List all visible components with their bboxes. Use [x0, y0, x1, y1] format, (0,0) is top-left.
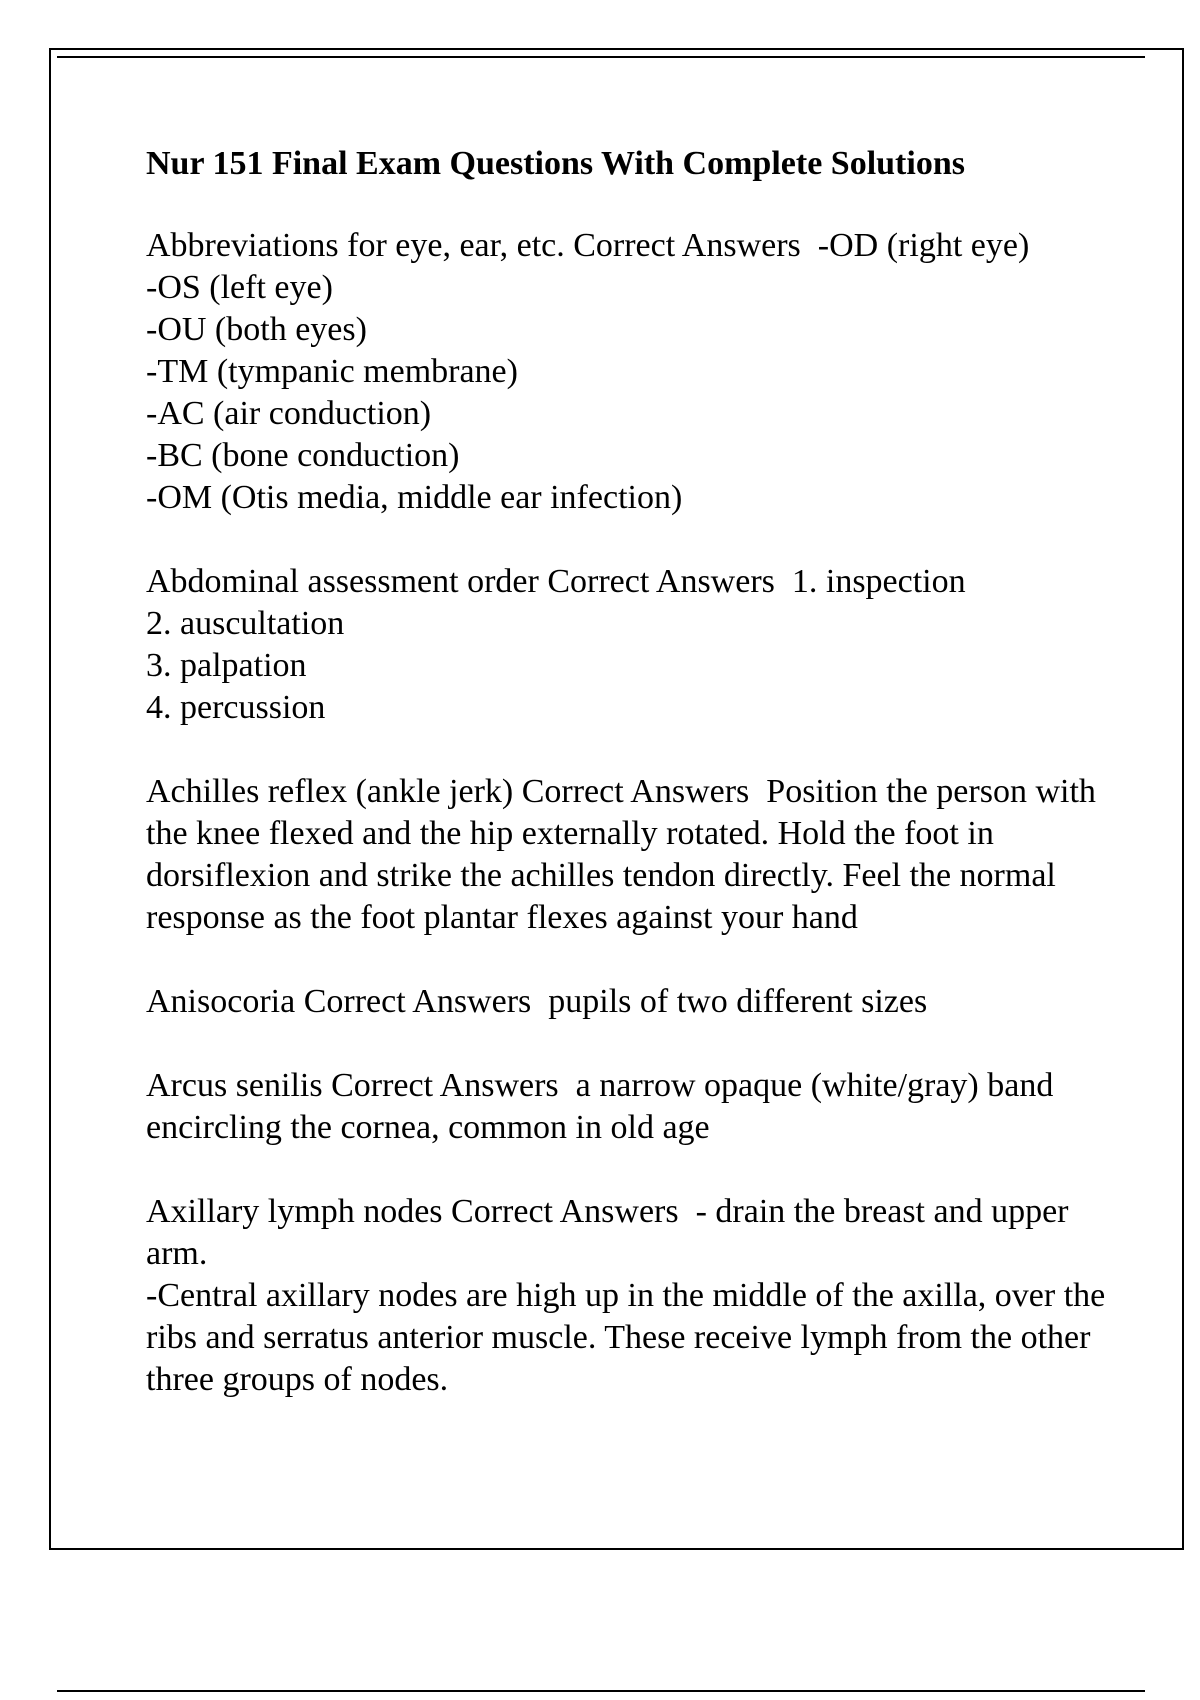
answer-line: -OM (Otis media, middle ear infection) [146, 479, 683, 516]
answer-text: pupils of two different sizes [548, 983, 928, 1020]
question-text: Axillary lymph nodes [146, 1193, 443, 1230]
answer-text: -OD (right eye) [817, 227, 1030, 264]
footer-rule [57, 1690, 1145, 1692]
answer-label: Correct Answers [547, 563, 775, 600]
answer-label: Correct Answers [331, 1067, 559, 1104]
qa-item-abdominal-assessment [146, 561, 1106, 729]
question-text: Abdominal assessment order [146, 563, 539, 600]
qa-item-arcus-senilis [146, 1065, 1106, 1149]
qa-item-achilles-reflex [146, 771, 1106, 939]
document-body [146, 143, 1106, 1443]
answer-text: 1. inspection [791, 563, 966, 600]
answer-line: -OU (both eyes) [146, 311, 367, 348]
answer-line: -OS (left eye) [146, 269, 333, 306]
answer-line: 2. auscultation [146, 605, 345, 642]
answer-line: -BC (bone conduction) [146, 437, 460, 474]
header-rule [57, 56, 1145, 58]
answer-line: -AC (air conduction) [146, 395, 432, 432]
answer-label: Correct Answers [303, 983, 532, 1020]
answer-line: 4. percussion [146, 689, 326, 726]
answer-label: Correct Answers [573, 227, 801, 264]
answer-text: a narrow opaque (white/gray) band encircling the cornea, common in old age [146, 1067, 1054, 1146]
qa-item-abbreviations [146, 225, 1106, 519]
answer-line: 3. palpation [146, 647, 307, 684]
document-title: Nur 151 Final Exam Questions With Complete Solutions [146, 145, 965, 182]
answer-line: -TM (tympanic membrane) [146, 353, 518, 390]
answer-lines [146, 603, 1106, 729]
question-text: Achilles reflex (ankle jerk) [146, 773, 514, 810]
answer-lines [146, 1275, 1106, 1401]
question-text: Arcus senilis [146, 1067, 323, 1104]
answer-text: Position the person with the knee flexed and the hip externally rotated. Hold the foot in dorsiflexion and strike the achilles tendon directly. Feel the normal response as the foot plantar flexes against your hand [146, 773, 1096, 936]
answer-text: - drain the breast and upper arm. [146, 1193, 1069, 1272]
answer-label: Correct Answers [521, 773, 750, 810]
answer-lines [146, 267, 1106, 519]
question-text: Anisocoria [146, 983, 296, 1020]
qa-item-anisocoria [146, 981, 1106, 1023]
qa-item-axillary-lymph-nodes [146, 1191, 1106, 1401]
answer-label: Correct Answers [451, 1193, 679, 1230]
answer-line: -Central axillary nodes are high up in the middle of the axilla, over the ribs and serratus anterior muscle. These receive lymph from the other three groups of nodes. [146, 1277, 1106, 1398]
question-text: Abbreviations for eye, ear, etc. [146, 227, 565, 264]
